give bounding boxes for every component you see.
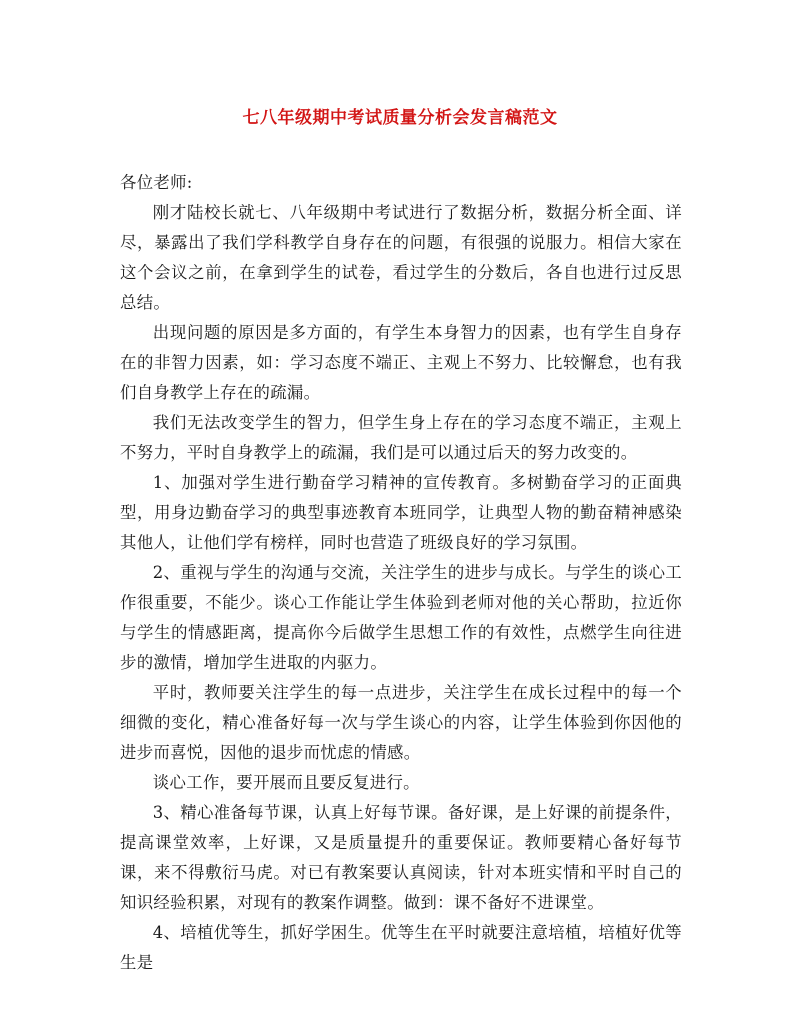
paragraph-6: 平时，教师要关注学生的每一点进步，关注学生在成长过程中的每一个细微的变化，精心准备好每一次与学生谈心的内容，让学生体验到你因他的进步而喜悦，因他的退步而忧虑的情感。 [120,683,682,762]
document-title: 七八年级期中考试质量分析会发言稿范文 [242,108,558,128]
paragraph-4: 1、加强对学生进行勤奋学习精神的宣传教育。多树勤奋学习的正面典型，用身边勤奋学习的典型事迹教育本班同学，让典型人物的勤奋精神感染其他人，让他们学有榜样，同时也营造了班级良好的学习氛围。 [120,473,682,552]
paragraph-9: 4、培植优等生，抓好学困生。优等生在平时就要注意培植，培植好优等生是 [120,923,682,972]
paragraph-2: 出现问题的原因是多方面的，有学生本身智力的因素，也有学生自身存在的非智力因素，如：学习态度不端正、主观上不努力、比较懈怠，也有我们自身教学上存在的疏漏。 [120,323,682,402]
paragraph-8: 3、精心准备每节课，认真上好每节课。备好课，是上好课的前提条件，提高课堂效率，上好课，又是质量提升的重要保证。教师要精心备好每节课，来不得敷衍马虎。对已有教案要认真阅读，针对本班实情和平时自己的知识经验积累，对现有的教案作调整。做到：课不备好不进课堂。 [120,803,682,912]
paragraph-7: 谈心工作，要开展而且要反复进行。 [152,773,420,792]
document-body [120,168,682,978]
salutation: 各位老师: [120,173,193,192]
paragraph-1: 刚才陆校长就七、八年级期中考试进行了数据分析，数据分析全面、详尽，暴露出了我们学科教学自身存在的问题，有很强的说服力。相信大家在这个会议之前，在拿到学生的试卷，看过学生的分数后，各自也进行过反思总结。 [120,203,682,312]
paragraph-5: 2、重视与学生的沟通与交流，关注学生的进步与成长。与学生的谈心工作很重要，不能少。谈心工作能让学生体验到老师对他的关心帮助，拉近你与学生的情感距离，提高你今后做学生思想工作的有效性，点燃学生向往进步的激情，增加学生进取的内驱力。 [120,563,682,672]
paragraph-3: 我们无法改变学生的智力，但学生身上存在的学习态度不端正，主观上不努力，平时自身教学上的疏漏，我们是可以通过后天的努力改变的。 [120,413,682,462]
